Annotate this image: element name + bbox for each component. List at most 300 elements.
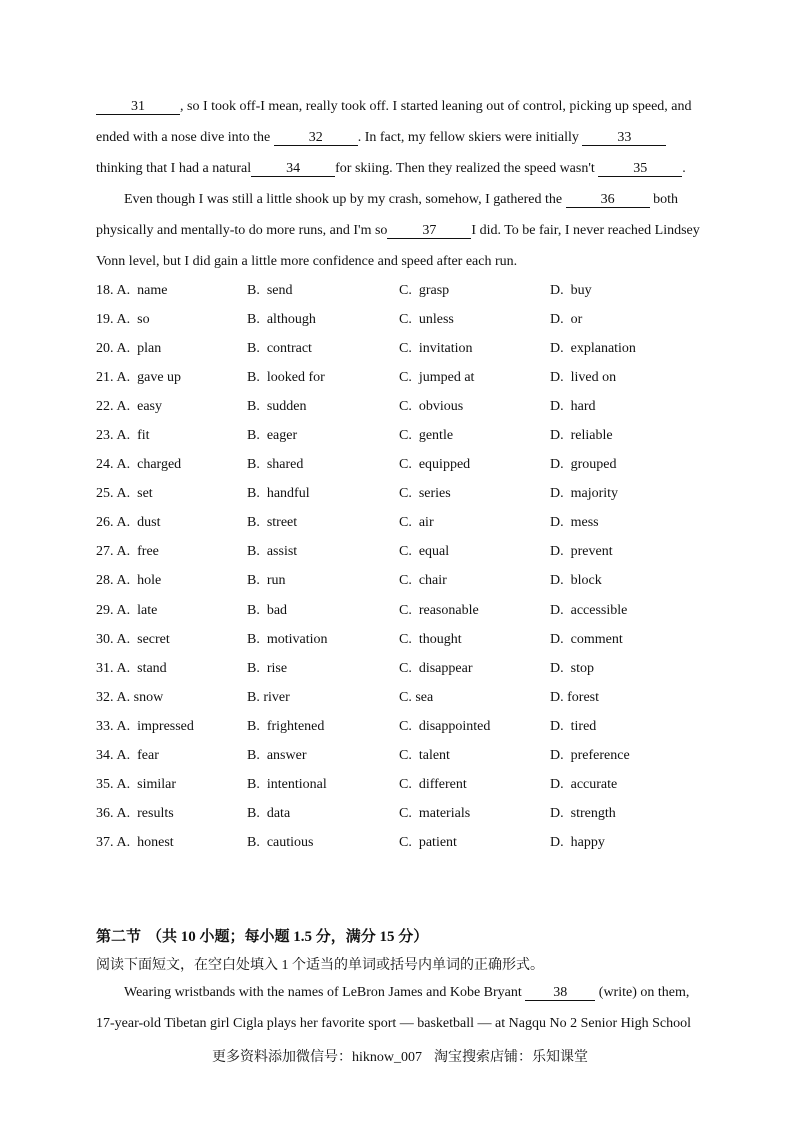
option-text: stand xyxy=(137,660,167,676)
option-row xyxy=(96,450,716,479)
option-row xyxy=(96,683,716,712)
option-letter: B. xyxy=(247,718,260,734)
option-letter: A. xyxy=(116,486,131,502)
option-letter: B. xyxy=(247,369,260,385)
option-a xyxy=(96,828,174,857)
option-letter: B. xyxy=(247,660,260,676)
option-a xyxy=(96,276,167,305)
passage-text: physically and mentally-to do more runs, and I'm so xyxy=(96,222,388,238)
option-c xyxy=(399,566,447,595)
question-number: 37. xyxy=(96,835,114,851)
option-letter: B. xyxy=(247,311,260,327)
option-text: send xyxy=(266,282,293,298)
option-letter: B. xyxy=(247,689,260,705)
option-letter: B. xyxy=(247,398,260,414)
option-a xyxy=(96,392,162,421)
option-row xyxy=(96,479,716,508)
option-text: easy xyxy=(137,398,163,414)
option-text: happy xyxy=(570,835,605,851)
option-d xyxy=(550,741,630,770)
passage-line xyxy=(96,1008,691,1039)
option-letter: B. xyxy=(247,544,260,560)
blank-31: 31 xyxy=(96,100,180,115)
option-c xyxy=(399,828,457,857)
question-number: 31. xyxy=(96,660,114,676)
option-text: dust xyxy=(137,515,161,531)
option-d xyxy=(550,566,602,595)
option-b xyxy=(247,421,297,450)
option-text: answer xyxy=(266,748,307,763)
passage-text: thinking that I had a natural xyxy=(96,160,252,176)
option-row xyxy=(96,566,716,595)
option-d xyxy=(550,712,596,741)
passage-text: . In fact, my fellow skiers were initially xyxy=(357,129,579,145)
option-c xyxy=(399,596,479,625)
option-d xyxy=(550,392,596,421)
option-d xyxy=(550,537,613,566)
option-letter: B. xyxy=(247,748,260,763)
option-text: reasonable xyxy=(418,602,479,618)
option-row xyxy=(96,625,716,654)
option-c xyxy=(399,654,473,683)
option-text: equal xyxy=(418,544,450,560)
option-letter: B. xyxy=(247,486,260,502)
option-letter: C. xyxy=(399,573,412,589)
option-row xyxy=(96,276,716,305)
option-b xyxy=(247,566,286,595)
option-d xyxy=(550,508,599,537)
option-row xyxy=(96,508,716,537)
option-b xyxy=(247,508,297,537)
blank-37: 37 xyxy=(387,224,471,239)
option-text: explanation xyxy=(570,340,636,356)
option-text: materials xyxy=(418,806,471,822)
option-letter: C. xyxy=(399,777,412,793)
option-text: sudden xyxy=(266,398,307,414)
option-text: eager xyxy=(266,427,298,443)
option-letter: A. xyxy=(116,427,131,443)
passage-line xyxy=(96,122,736,153)
question-number: 30. xyxy=(96,631,114,647)
option-a xyxy=(96,770,176,799)
option-letter: D. xyxy=(550,457,564,473)
option-text: river xyxy=(263,689,290,705)
option-b xyxy=(247,683,290,712)
option-c xyxy=(399,537,449,566)
passage-line xyxy=(96,184,736,215)
option-letter: A. xyxy=(116,340,131,356)
option-letter: C. xyxy=(399,486,412,502)
option-b xyxy=(247,799,290,828)
question-number: 25. xyxy=(96,486,114,502)
option-text: street xyxy=(266,515,298,531)
option-text: motivation xyxy=(266,631,328,647)
option-letter: A. xyxy=(116,806,131,822)
footer-wechat: 更多资料添加微信号：hiknow_007 xyxy=(212,1050,422,1065)
passage-text: . xyxy=(682,160,686,176)
passage-text: Even though I was still a little shook up by my crash, somehow, I gathered the xyxy=(124,191,563,207)
option-text: shared xyxy=(266,457,304,473)
option-text: intentional xyxy=(266,777,327,793)
option-d xyxy=(550,625,623,654)
option-text: series xyxy=(418,486,451,502)
option-letter: C. xyxy=(399,369,412,385)
option-text: comment xyxy=(570,631,623,647)
option-letter: B. xyxy=(247,457,260,473)
passage-text: for skiing. Then they realized the speed wasn't xyxy=(335,160,595,176)
option-letter: D. xyxy=(550,486,564,502)
option-letter: D. xyxy=(550,631,564,647)
option-c xyxy=(399,392,463,421)
option-letter: B. xyxy=(247,340,260,356)
passage-line xyxy=(96,153,736,184)
option-letter: C. xyxy=(399,748,412,763)
option-d xyxy=(550,596,627,625)
option-text: accurate xyxy=(570,777,618,793)
option-letter: A. xyxy=(116,457,131,473)
passage-text: 17-year-old Tibetan girl Cigla plays her favorite sport — basketball — at Nagqu No 2 Senior High School xyxy=(96,1016,692,1031)
option-letter: D. xyxy=(550,602,564,618)
option-a xyxy=(96,712,194,741)
option-letter: B. xyxy=(247,777,260,793)
option-c xyxy=(399,363,474,392)
option-letter: A. xyxy=(116,282,131,298)
option-letter: D. xyxy=(550,573,564,589)
option-text: mess xyxy=(570,515,599,531)
option-letter: C. xyxy=(399,457,412,473)
blank-32: 32 xyxy=(274,131,358,146)
option-text: although xyxy=(266,311,316,327)
option-c xyxy=(399,770,467,799)
option-d xyxy=(550,450,617,479)
option-row xyxy=(96,770,716,799)
option-letter: C. xyxy=(399,602,412,618)
question-number: 35. xyxy=(96,777,114,793)
option-text: or xyxy=(570,311,583,327)
option-letter: D. xyxy=(550,398,564,414)
question-number: 28. xyxy=(96,573,114,589)
question-number: 36. xyxy=(96,806,114,822)
passage-text: , so I took off-I mean, really took off. I started leaning out of control, picking up speed, and xyxy=(180,98,692,114)
option-text: lived on xyxy=(570,369,617,385)
option-text: strength xyxy=(570,806,616,822)
option-letter: C. xyxy=(399,427,412,443)
option-text: disappointed xyxy=(418,718,491,734)
option-b xyxy=(247,334,312,363)
option-text: plan xyxy=(137,340,162,356)
section-heading xyxy=(96,922,428,952)
option-text: gentle xyxy=(418,427,454,443)
option-text: contract xyxy=(266,340,312,356)
option-a xyxy=(96,363,181,392)
passage-line xyxy=(96,246,736,277)
question-number: 24. xyxy=(96,457,114,473)
option-c xyxy=(399,741,450,770)
option-row xyxy=(96,741,716,770)
option-letter: A. xyxy=(116,748,131,763)
footer-shop: 淘宝搜索店铺：乐知课堂 xyxy=(434,1050,588,1065)
question-number: 26. xyxy=(96,515,114,531)
option-text: fit xyxy=(137,427,150,443)
option-letter: A. xyxy=(116,573,131,589)
option-text: set xyxy=(137,486,153,502)
option-text: secret xyxy=(137,631,170,647)
question-number: 27. xyxy=(96,544,114,560)
option-c xyxy=(399,712,490,741)
option-text: free xyxy=(137,544,159,560)
option-letter: C. xyxy=(399,282,412,298)
option-letter: A. xyxy=(116,515,131,531)
option-c xyxy=(399,508,434,537)
option-letter: A. xyxy=(116,369,131,385)
option-letter: C. xyxy=(399,835,412,851)
options-table xyxy=(96,276,716,858)
option-letter: A. xyxy=(116,689,131,705)
option-text: stop xyxy=(570,660,594,676)
option-text: sea xyxy=(415,689,434,705)
option-text: grasp xyxy=(418,282,450,298)
option-letter: A. xyxy=(116,602,131,618)
option-row xyxy=(96,363,716,392)
option-letter: B. xyxy=(247,515,260,531)
option-letter: D. xyxy=(550,427,564,443)
passage-text: both xyxy=(653,191,678,207)
option-text: similar xyxy=(137,777,177,793)
question-number: 34. xyxy=(96,748,114,763)
option-text: majority xyxy=(570,486,619,502)
option-text: jumped at xyxy=(418,369,475,385)
question-number: 21. xyxy=(96,369,114,385)
option-row xyxy=(96,305,716,334)
option-letter: C. xyxy=(399,515,412,531)
option-text: hole xyxy=(137,573,162,589)
question-number: 29. xyxy=(96,602,114,618)
option-row xyxy=(96,596,716,625)
option-d xyxy=(550,770,617,799)
passage-text: ended with a nose dive into the xyxy=(96,129,271,145)
option-c xyxy=(399,479,451,508)
option-text: block xyxy=(570,573,602,589)
passage-text: Wearing wristbands with the names of LeBron James and Kobe Bryant xyxy=(124,985,522,1000)
option-text: obvious xyxy=(418,398,464,414)
option-letter: D. xyxy=(550,282,564,298)
option-text: unless xyxy=(418,311,454,327)
option-b xyxy=(247,741,307,770)
page-footer xyxy=(0,1044,800,1072)
section-label: 第二节 xyxy=(96,929,142,945)
blank-38: 38 xyxy=(525,986,595,1001)
question-number: 23. xyxy=(96,427,114,443)
option-letter: C. xyxy=(399,340,412,356)
cloze-passage xyxy=(96,91,736,277)
option-a xyxy=(96,596,157,625)
option-a xyxy=(96,683,163,712)
option-text: snow xyxy=(133,689,164,705)
option-letter: B. xyxy=(247,631,260,647)
option-text: hard xyxy=(570,398,596,414)
option-text: cautious xyxy=(266,835,314,851)
option-letter: A. xyxy=(116,718,131,734)
option-text: reliable xyxy=(570,427,613,443)
option-text: equipped xyxy=(418,457,471,473)
option-letter: D. xyxy=(550,515,564,531)
option-a xyxy=(96,566,161,595)
option-d xyxy=(550,828,605,857)
option-row xyxy=(96,828,716,857)
option-letter: A. xyxy=(116,777,131,793)
option-text: name xyxy=(137,282,168,298)
option-letter: C. xyxy=(399,718,412,734)
option-a xyxy=(96,654,167,683)
option-text: gave up xyxy=(137,369,182,385)
option-letter: C. xyxy=(399,689,412,705)
question-number: 32. xyxy=(96,689,114,705)
option-text: honest xyxy=(137,835,174,851)
option-a xyxy=(96,421,150,450)
option-letter: C. xyxy=(399,398,412,414)
option-text: late xyxy=(137,602,158,618)
option-text: preference xyxy=(570,748,630,763)
option-text: prevent xyxy=(570,544,613,560)
blank-35: 35 xyxy=(598,162,682,177)
option-letter: B. xyxy=(247,427,260,443)
option-letter: B. xyxy=(247,282,260,298)
passage-text: Vonn level, but I did gain a little more confidence and speed after each run. xyxy=(96,253,518,269)
option-c xyxy=(399,334,473,363)
option-b xyxy=(247,450,303,479)
option-b xyxy=(247,276,293,305)
option-d xyxy=(550,421,613,450)
option-row xyxy=(96,712,716,741)
option-letter: D. xyxy=(550,748,564,763)
option-text: rise xyxy=(266,660,288,676)
option-text: handful xyxy=(266,486,310,502)
option-b xyxy=(247,392,307,421)
option-c xyxy=(399,305,454,334)
option-letter: B. xyxy=(247,573,260,589)
option-text: talent xyxy=(418,748,450,763)
option-row xyxy=(96,654,716,683)
question-number: 20. xyxy=(96,340,114,356)
option-text: chair xyxy=(418,573,447,589)
option-text: data xyxy=(266,806,291,822)
option-b xyxy=(247,305,316,334)
option-letter: D. xyxy=(550,689,564,705)
option-b xyxy=(247,363,325,392)
option-b xyxy=(247,596,287,625)
option-a xyxy=(96,799,174,828)
option-letter: C. xyxy=(399,544,412,560)
option-text: grouped xyxy=(570,457,617,473)
option-letter: B. xyxy=(247,835,260,851)
option-text: charged xyxy=(137,457,182,473)
option-letter: A. xyxy=(116,660,131,676)
question-number: 33. xyxy=(96,718,114,734)
option-letter: D. xyxy=(550,544,564,560)
option-c xyxy=(399,683,433,712)
option-text: results xyxy=(137,806,174,822)
option-text: so xyxy=(137,311,150,327)
option-letter: C. xyxy=(399,660,412,676)
option-a xyxy=(96,305,150,334)
option-d xyxy=(550,654,594,683)
option-d xyxy=(550,363,616,392)
option-c xyxy=(399,625,462,654)
option-d xyxy=(550,305,582,334)
option-b xyxy=(247,625,328,654)
option-d xyxy=(550,683,599,712)
option-letter: B. xyxy=(247,602,260,618)
option-letter: A. xyxy=(116,544,131,560)
option-text: impressed xyxy=(137,718,194,734)
option-text: forest xyxy=(567,689,600,705)
option-letter: D. xyxy=(550,311,564,327)
option-letter: D. xyxy=(550,660,564,676)
option-text: bad xyxy=(266,602,288,618)
passage-line xyxy=(96,91,736,122)
option-b xyxy=(247,828,314,857)
passage-line xyxy=(96,215,736,246)
option-b xyxy=(247,537,297,566)
option-c xyxy=(399,799,470,828)
option-letter: D. xyxy=(550,806,564,822)
option-text: buy xyxy=(570,282,592,298)
question-number: 22. xyxy=(96,398,114,414)
option-a xyxy=(96,537,159,566)
blank-34: 34 xyxy=(251,162,335,177)
section-scoring: （共 10 小题；每小题 1.5 分，满分 15 分） xyxy=(147,929,429,945)
blank-33: 33 xyxy=(582,131,666,146)
passage-line xyxy=(96,977,689,1008)
option-text: frightened xyxy=(266,718,325,734)
option-text: run xyxy=(266,573,286,589)
option-a xyxy=(96,479,153,508)
passage-text: (write) on them, xyxy=(598,985,690,1000)
option-letter: D. xyxy=(550,718,564,734)
passage-text: I did. To be fair, I never reached Lindsey xyxy=(471,222,700,238)
option-text: assist xyxy=(266,544,298,560)
option-a xyxy=(96,334,161,363)
option-a xyxy=(96,625,170,654)
section-instruction: 阅读下面短文，在空白处填入 1 个适当的单词或括号内单词的正确形式。 xyxy=(96,958,544,973)
option-c xyxy=(399,276,449,305)
option-text: thought xyxy=(418,631,462,647)
option-letter: A. xyxy=(116,835,131,851)
option-letter: C. xyxy=(399,806,412,822)
option-text: patient xyxy=(418,835,457,851)
option-text: invitation xyxy=(418,340,473,356)
option-row xyxy=(96,537,716,566)
option-text: disappear xyxy=(418,660,473,676)
option-text: fear xyxy=(137,748,159,763)
option-d xyxy=(550,276,592,305)
option-row xyxy=(96,334,716,363)
option-a xyxy=(96,450,181,479)
option-letter: A. xyxy=(116,631,131,647)
option-d xyxy=(550,799,616,828)
option-letter: B. xyxy=(247,806,260,822)
option-letter: D. xyxy=(550,835,564,851)
option-b xyxy=(247,479,310,508)
option-letter: A. xyxy=(116,311,131,327)
option-b xyxy=(247,654,287,683)
option-letter: C. xyxy=(399,311,412,327)
option-text: accessible xyxy=(570,602,628,618)
option-text: different xyxy=(418,777,467,793)
option-text: looked for xyxy=(266,369,325,385)
option-a xyxy=(96,508,160,537)
option-letter: A. xyxy=(116,398,131,414)
